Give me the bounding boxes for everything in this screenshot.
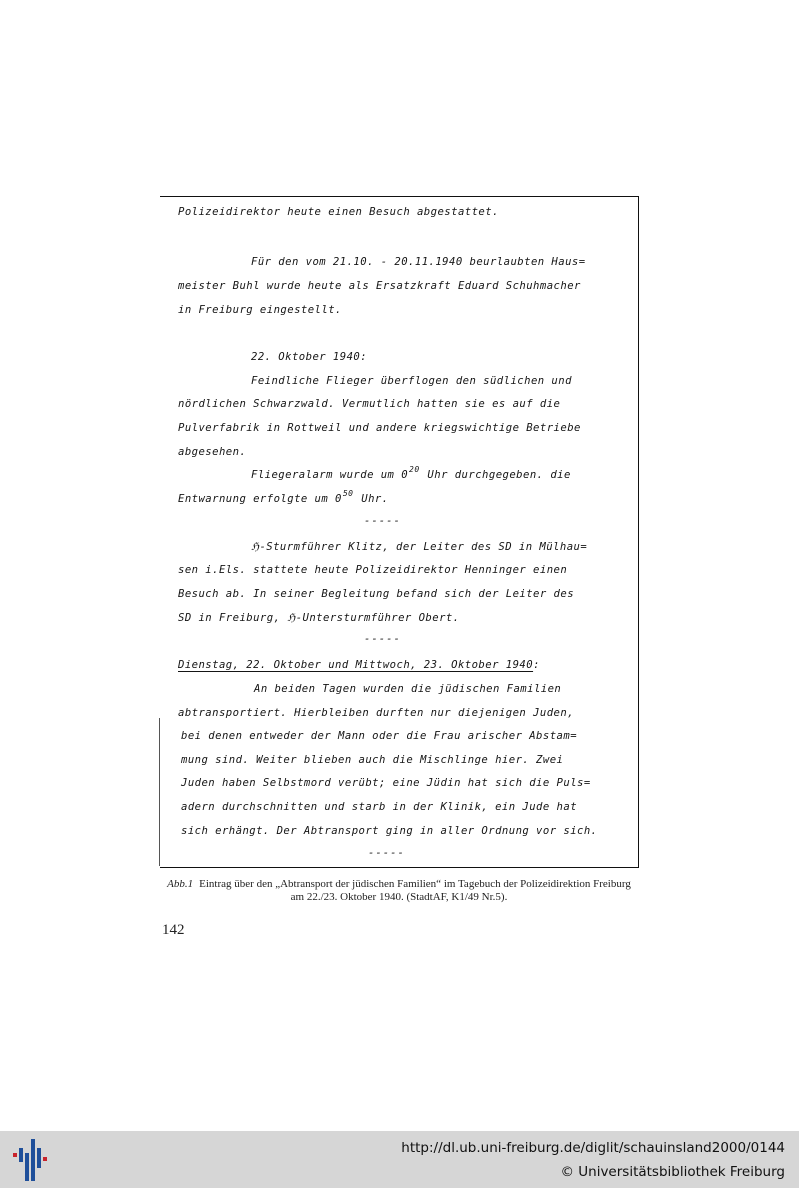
separator: ----- bbox=[368, 847, 405, 859]
text-fragment: Entwarnung erfolgte um 0 bbox=[178, 493, 342, 505]
text-line bbox=[178, 489, 630, 507]
scan-border bbox=[160, 196, 639, 868]
text-line: sich erhängt. Der Abtransport ging in aller Ordnung vor sich. bbox=[181, 825, 598, 837]
footer-copyright: © Universitätsbibliothek Freiburg bbox=[560, 1164, 785, 1180]
text-line: in Freiburg eingestellt. bbox=[178, 304, 342, 316]
text-fragment: : bbox=[533, 659, 540, 671]
text-line: Pulverfabrik in Rottweil und andere kriegswichtige Betriebe bbox=[178, 422, 581, 434]
text-fragment: Uhr durchgegeben. die bbox=[420, 469, 571, 481]
text-line: mung sind. Weiter blieben auch die Mischlinge hier. Zwei bbox=[181, 754, 564, 766]
text-line: abgesehen. bbox=[178, 446, 247, 458]
ub-freiburg-logo-icon bbox=[10, 1139, 52, 1181]
text-line: abtransportiert. Hierbleiben durften nur diejenigen Juden, bbox=[178, 707, 575, 719]
text-line: sen i.Els. stattete heute Polizeidirektor Henninger einen bbox=[178, 564, 568, 576]
caption-label: Abb.1 bbox=[167, 878, 194, 890]
dated-heading bbox=[178, 658, 630, 672]
text-fragment: Fliegeralarm wurde um 0 bbox=[251, 469, 409, 481]
text-line bbox=[178, 465, 703, 483]
text-line: Feindliche Flieger überflogen den südlichen und bbox=[251, 375, 572, 387]
text-line: Juden haben Selbstmord verübt; eine Jüdin hat sich die Puls= bbox=[181, 777, 591, 789]
page-number: 142 bbox=[162, 922, 185, 938]
text-fragment: Uhr. bbox=[354, 493, 389, 505]
date-heading: 22. Oktober 1940: bbox=[251, 351, 368, 363]
scan-top-edge bbox=[164, 196, 174, 197]
separator: ----- bbox=[364, 515, 401, 527]
text-line: SD in Freiburg, ℌ-Untersturmführer Obert. bbox=[178, 612, 460, 624]
text-line: nördlichen Schwarzwald. Vermutlich hatten sie es auf die bbox=[178, 398, 561, 410]
superscript: 50 bbox=[342, 489, 354, 498]
caption-text: Eintrag über den „Abtransport der jüdischen Familien“ im Tagebuch der Polizeidirektion Freiburg am 22./23. Oktober 1940. (StadtAF, K1/49 Nr.5). bbox=[199, 878, 631, 903]
text-line: adern durchschnitten und starb in der Klinik, ein Jude hat bbox=[181, 801, 578, 813]
underlined-date: Dienstag, 22. Oktober und Mittwoch, 23. Oktober 1940 bbox=[178, 659, 534, 671]
text-line: ℌ-Sturmführer Klitz, der Leiter des SD in Mülhau= bbox=[251, 541, 588, 553]
figure-caption bbox=[160, 878, 638, 903]
text-line: Für den vom 21.10. - 20.11.1940 beurlaubten Haus= bbox=[251, 256, 586, 268]
text-line: Besuch ab. In seiner Begleitung befand sich der Leiter des bbox=[178, 588, 575, 600]
superscript: 20 bbox=[409, 465, 420, 474]
text-line: bei denen entweder der Mann oder die Frau arischer Abstam= bbox=[181, 730, 578, 742]
footer-bar bbox=[0, 1131, 799, 1188]
scan-left-edge bbox=[159, 718, 160, 866]
text-line: An beiden Tagen wurden die jüdischen Familien bbox=[254, 683, 562, 695]
separator: ----- bbox=[364, 633, 401, 645]
footer-url[interactable]: http://dl.ub.uni-freiburg.de/diglit/schauinsland2000/0144 bbox=[401, 1140, 785, 1156]
text-line: Polizeidirektor heute einen Besuch abgestattet. bbox=[178, 206, 499, 218]
text-line: meister Buhl wurde heute als Ersatzkraft Eduard Schuhmacher bbox=[178, 280, 581, 292]
